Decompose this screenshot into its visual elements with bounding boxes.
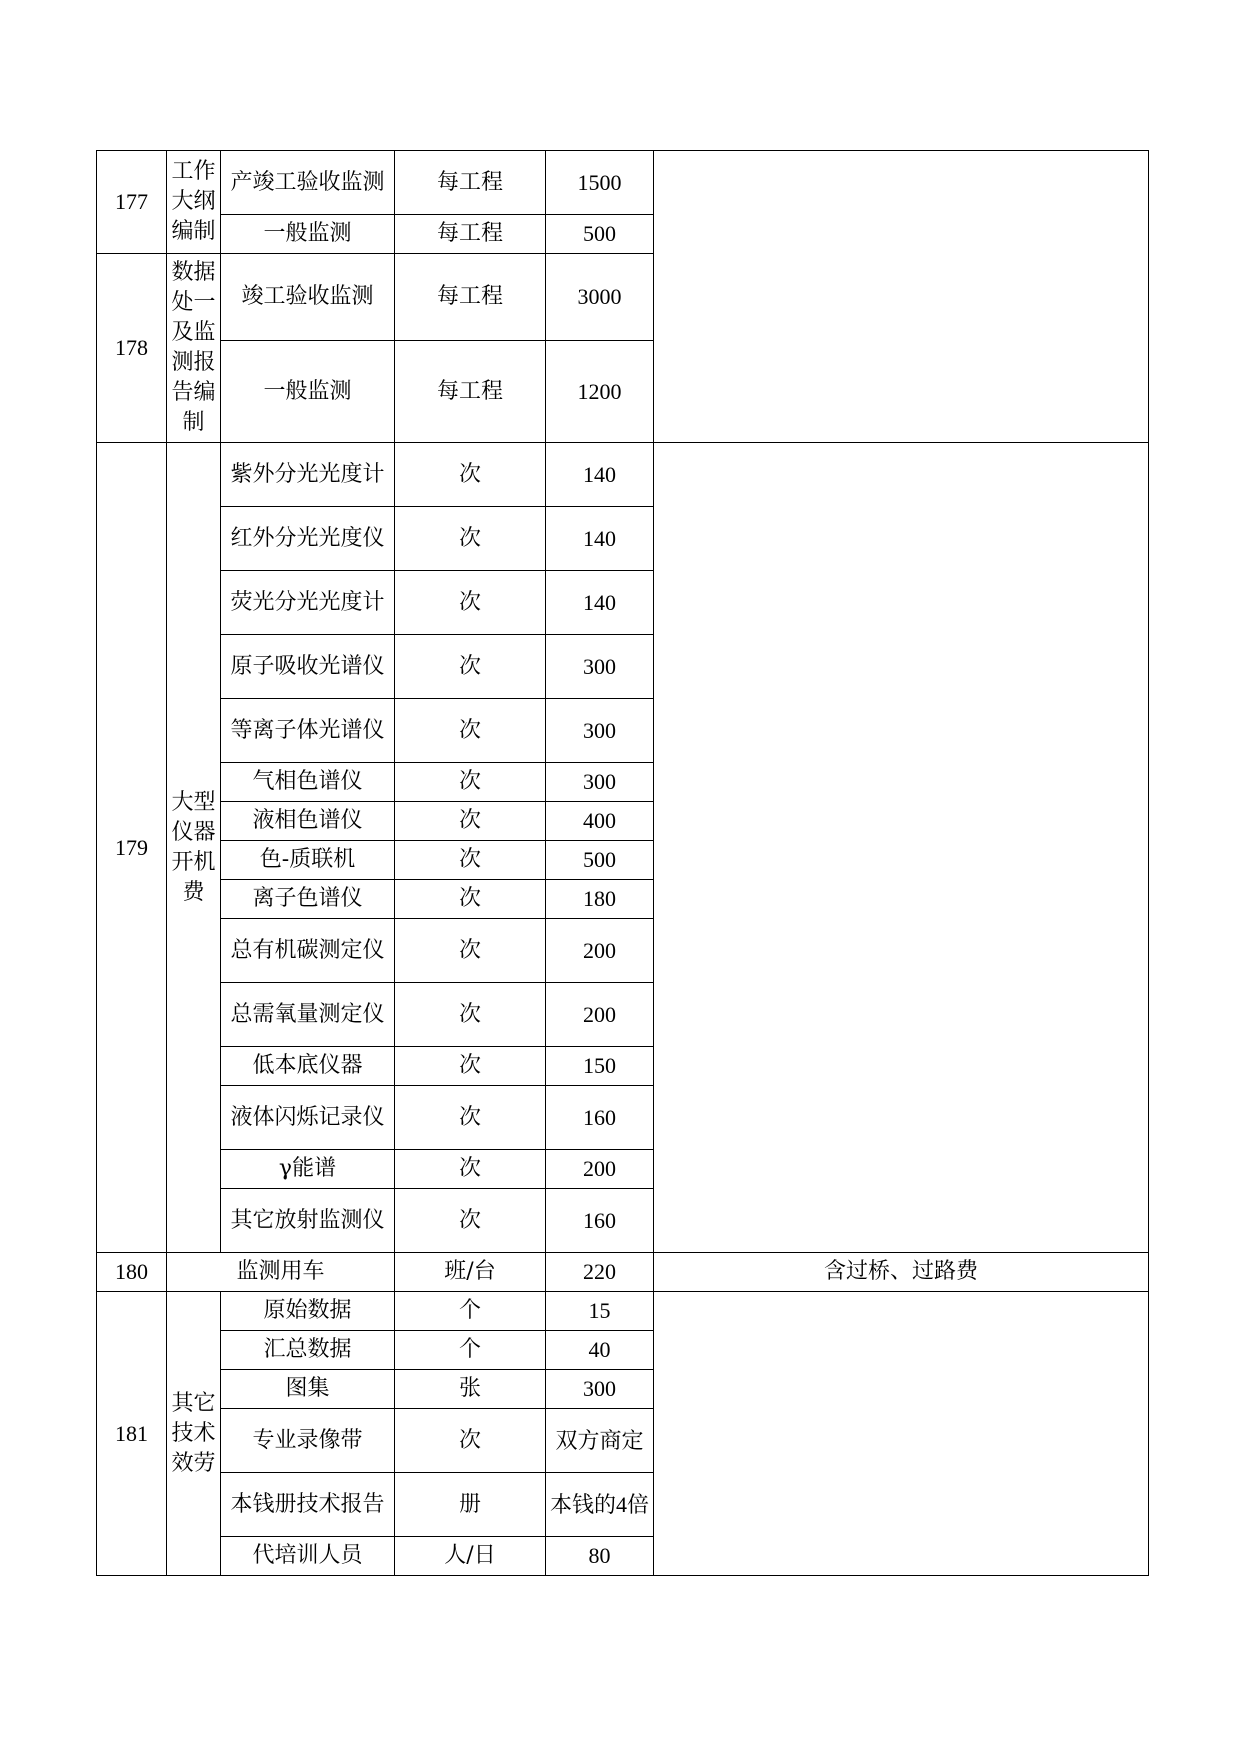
item-unit: 每工程 (395, 254, 546, 341)
item-unit: 次 (395, 635, 546, 699)
item-price: 300 (546, 763, 654, 802)
item-name: 图集 (221, 1370, 395, 1409)
item-unit: 次 (395, 571, 546, 635)
item-price: 1500 (546, 151, 654, 215)
category-cell: 大型仪器开机费 (167, 443, 221, 1253)
item-unit: 次 (395, 880, 546, 919)
item-name: 其它放射监测仪 (221, 1189, 395, 1253)
item-name: 专业录像带 (221, 1409, 395, 1473)
note-cell (654, 443, 1149, 1253)
item-price: 3000 (546, 254, 654, 341)
item-name: 紫外分光光度计 (221, 443, 395, 507)
item-price: 200 (546, 983, 654, 1047)
note-cell (654, 151, 1149, 443)
item-name: 一般监测 (221, 215, 395, 254)
item-unit: 次 (395, 802, 546, 841)
note-cell: 含过桥、过路费 (654, 1253, 1149, 1292)
note-cell (654, 1292, 1149, 1576)
item-unit: 人/日 (395, 1537, 546, 1576)
item-unit: 次 (395, 1150, 546, 1189)
item-name: 等离子体光谱仪 (221, 699, 395, 763)
item-unit: 次 (395, 983, 546, 1047)
item-name: 汇总数据 (221, 1331, 395, 1370)
item-name: 一般监测 (221, 341, 395, 443)
item-unit: 次 (395, 1047, 546, 1086)
item-unit: 次 (395, 699, 546, 763)
item-price: 140 (546, 443, 654, 507)
item-name: γ能谱 (221, 1150, 395, 1189)
item-name: 产竣工验收监测 (221, 151, 395, 215)
row-number: 180 (97, 1253, 167, 1292)
item-unit: 每工程 (395, 215, 546, 254)
item-unit: 次 (395, 1189, 546, 1253)
item-price: 220 (546, 1253, 654, 1292)
item-price: 80 (546, 1537, 654, 1576)
item-name: 本钱册技术报告 (221, 1473, 395, 1537)
item-unit: 次 (395, 443, 546, 507)
item-price: 500 (546, 215, 654, 254)
fee-table (96, 150, 1149, 1576)
item-unit: 次 (395, 763, 546, 802)
item-name: 代培训人员 (221, 1537, 395, 1576)
item-price: 160 (546, 1086, 654, 1150)
item-price: 15 (546, 1292, 654, 1331)
item-price: 150 (546, 1047, 654, 1086)
item-name: 液相色谱仪 (221, 802, 395, 841)
category-cell: 工作大纲编制 (167, 151, 221, 254)
row-number: 178 (97, 254, 167, 443)
item-unit: 个 (395, 1331, 546, 1370)
item-unit: 次 (395, 919, 546, 983)
item-name: 原始数据 (221, 1292, 395, 1331)
item-name: 低本底仪器 (221, 1047, 395, 1086)
item-name: 竣工验收监测 (221, 254, 395, 341)
table-row (97, 443, 1149, 507)
table-row (97, 1253, 1149, 1292)
item-name: 总有机碳测定仪 (221, 919, 395, 983)
item-name: 荧光分光光度计 (221, 571, 395, 635)
row-number: 177 (97, 151, 167, 254)
category-cell: 其它技术效劳 (167, 1292, 221, 1576)
item-price: 200 (546, 1150, 654, 1189)
item-price: 140 (546, 571, 654, 635)
row-number: 181 (97, 1292, 167, 1576)
item-price: 180 (546, 880, 654, 919)
item-unit: 张 (395, 1370, 546, 1409)
item-price: 400 (546, 802, 654, 841)
item-price: 1200 (546, 341, 654, 443)
category-cell: 数据处一及监测报告编制 (167, 254, 221, 443)
item-unit: 每工程 (395, 151, 546, 215)
item-price: 300 (546, 1370, 654, 1409)
item-price: 300 (546, 635, 654, 699)
item-price: 本钱的4倍 (546, 1473, 654, 1537)
item-price: 200 (546, 919, 654, 983)
item-price: 160 (546, 1189, 654, 1253)
item-name: 液体闪烁记录仪 (221, 1086, 395, 1150)
item-unit: 次 (395, 841, 546, 880)
item-unit: 次 (395, 507, 546, 571)
row-number: 179 (97, 443, 167, 1253)
item-name: 监测用车 (167, 1253, 395, 1292)
item-unit: 个 (395, 1292, 546, 1331)
table-row (97, 151, 1149, 215)
item-price: 40 (546, 1331, 654, 1370)
item-unit: 册 (395, 1473, 546, 1537)
item-price: 300 (546, 699, 654, 763)
item-unit: 班/台 (395, 1253, 546, 1292)
item-unit: 次 (395, 1409, 546, 1473)
item-name: 原子吸收光谱仪 (221, 635, 395, 699)
item-name: 色-质联机 (221, 841, 395, 880)
item-name: 总需氧量测定仪 (221, 983, 395, 1047)
item-unit: 次 (395, 1086, 546, 1150)
item-name: 红外分光光度仪 (221, 507, 395, 571)
item-price: 双方商定 (546, 1409, 654, 1473)
table-row (97, 1292, 1149, 1331)
item-unit: 每工程 (395, 341, 546, 443)
item-name: 离子色谱仪 (221, 880, 395, 919)
item-name: 气相色谱仪 (221, 763, 395, 802)
item-price: 140 (546, 507, 654, 571)
item-price: 500 (546, 841, 654, 880)
